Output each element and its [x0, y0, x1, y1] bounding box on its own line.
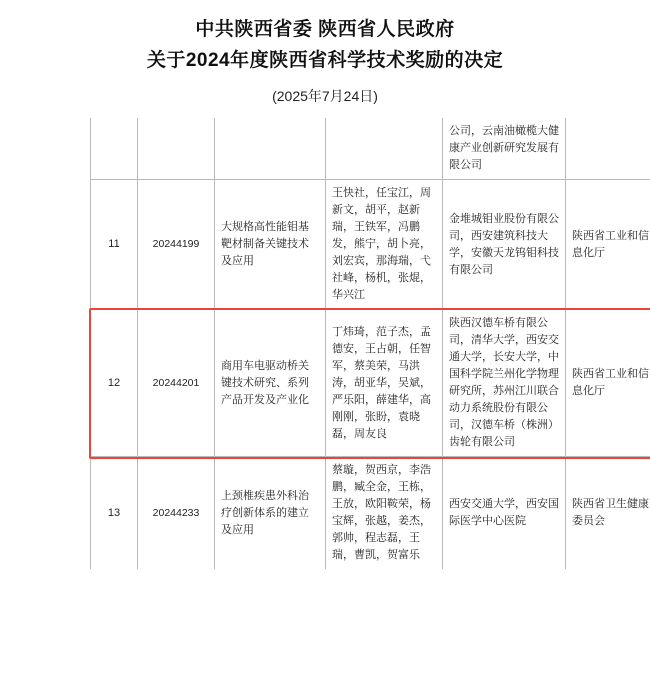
- cell-people: 王快社，任宝江，周新文，胡平，赵新瑞，王铁军，冯鹏发，熊宁，胡卜亮，刘宏宾，那海瑞，弋社峰，杨机，张焜，华兴江: [326, 180, 443, 310]
- cell-dept: [566, 118, 650, 180]
- document-header: [0, 0, 650, 106]
- cell-project: 大规格高性能钼基靶材制备关键技术及应用: [215, 180, 326, 310]
- cell-people: 丁炜琦，范子杰，孟德安，王占朝，任智军，蔡美荣，马洪涛，胡亚华，吴斌，严乐阳，薛建华，高刚刚，张盼，袁晓磊，周友良: [326, 310, 443, 457]
- cell-code: 20244201: [138, 310, 215, 457]
- cell-org: 西安交通大学，西安国际医学中心医院: [443, 457, 566, 570]
- table-row: [91, 118, 650, 180]
- cell-dept: 陕西省卫生健康委员会: [566, 457, 650, 570]
- cell-code: 20244199: [138, 180, 215, 310]
- cell-project: [215, 118, 326, 180]
- cell-no: 12: [91, 310, 138, 457]
- document-title-line-2: 关于2024年度陕西省科学技术奖励的决定: [146, 50, 504, 71]
- cell-project: 商用车电驱动桥关键技术研究、系列产品开发及产业化: [215, 310, 326, 457]
- table-row: [91, 457, 650, 570]
- document-date: (2025年7月24日): [272, 88, 378, 104]
- table-row-highlighted: [91, 310, 650, 457]
- cell-org: 公司，云南油橄榄大健康产业创新研究发展有限公司: [443, 118, 566, 180]
- cell-org: 陕西汉德车桥有限公司，清华大学，西安交通大学，长安大学，中国科学院兰州化学物理研究所，苏州江川联合动力系统股份有限公司，汉德车桥（株洲）齿轮有限公司: [443, 310, 566, 457]
- cell-dept: 陕西省工业和信息化厅: [566, 310, 650, 457]
- cell-code: [138, 118, 215, 180]
- award-table-container: [0, 118, 650, 569]
- table-row: [91, 180, 650, 310]
- cell-people: 蔡璇，贺西京，李浩鹏，臧全金，王栋，王放，欧阳鞍荣，杨宝辉，张越，姜杰，郭帅，程志磊，王瑞，曹凯，贺富乐: [326, 457, 443, 570]
- document-title-line-1: 中共陕西省委 陕西省人民政府: [195, 19, 455, 40]
- award-table: [90, 118, 650, 569]
- cell-no: 11: [91, 180, 138, 310]
- cell-org: 金堆城钼业股份有限公司，西安建筑科技大学，安徽天龙钨钼科技有限公司: [443, 180, 566, 310]
- cell-code: 20244233: [138, 457, 215, 570]
- cell-people: [326, 118, 443, 180]
- cell-dept: 陕西省工业和信息化厅: [566, 180, 650, 310]
- cell-no: 13: [91, 457, 138, 570]
- cell-no: [91, 118, 138, 180]
- cell-project: 上颈椎疾患外科治疗创新体系的建立及应用: [215, 457, 326, 570]
